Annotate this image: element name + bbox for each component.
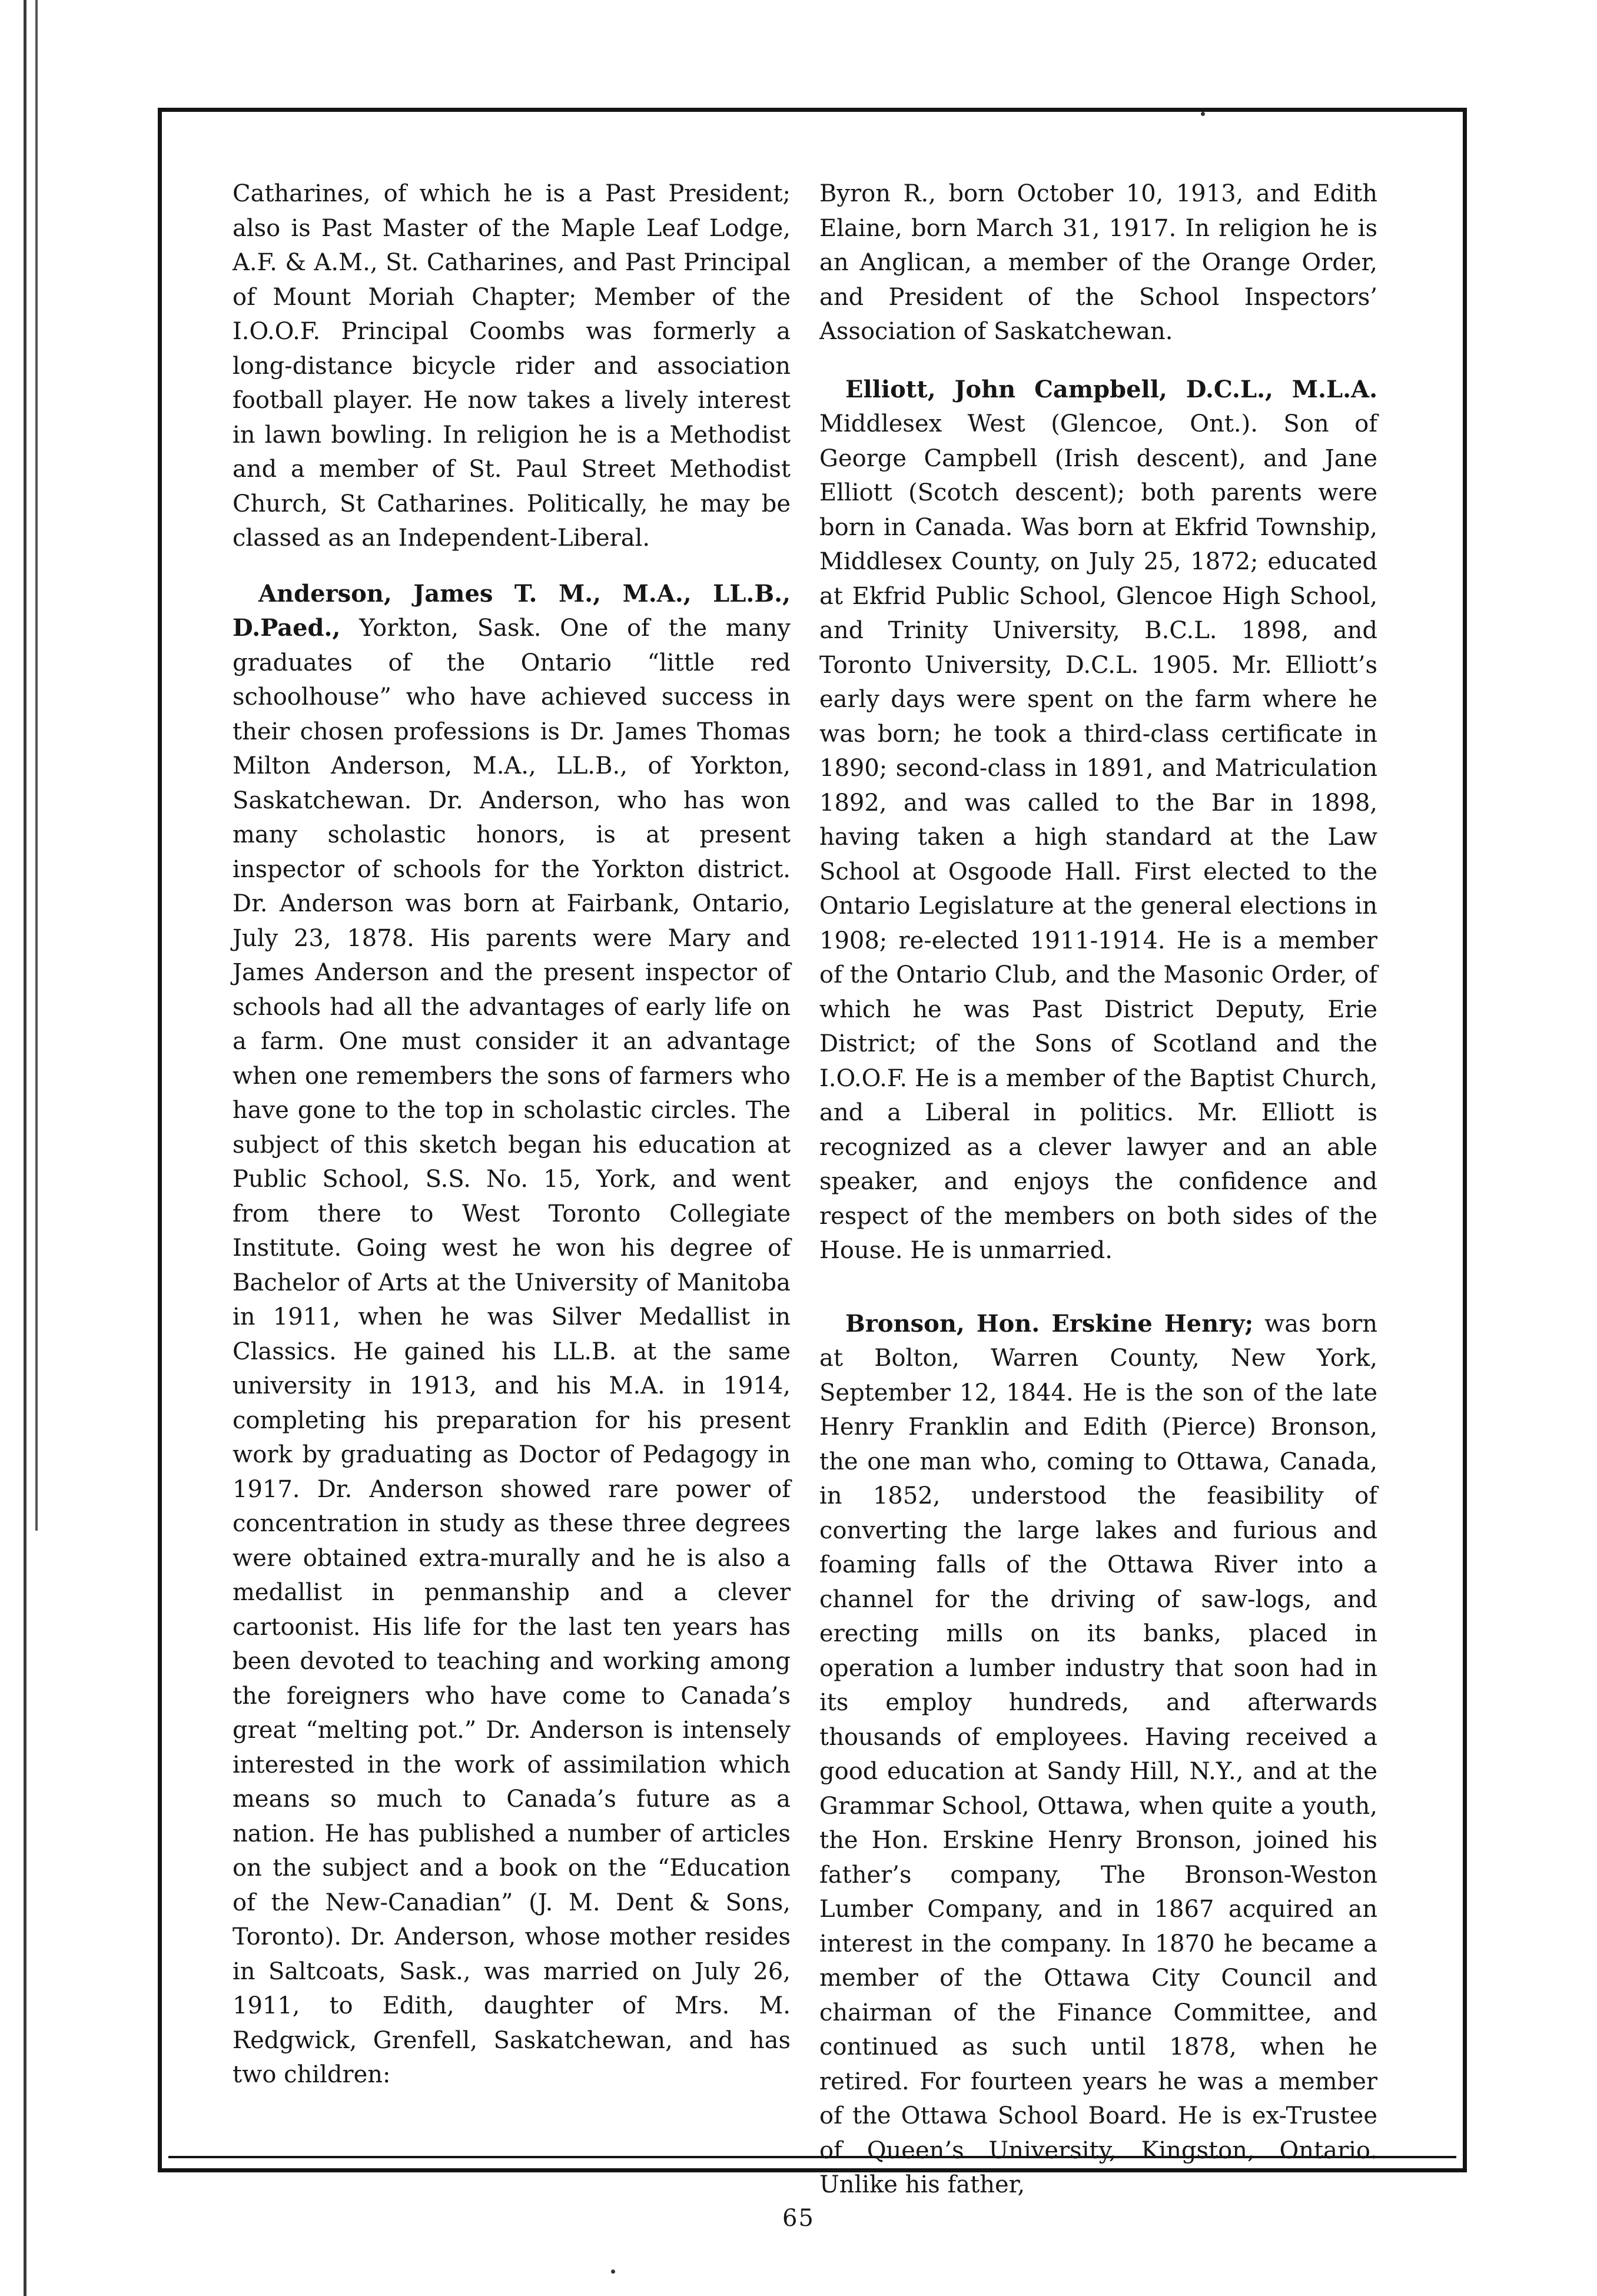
entry-anderson bbox=[233, 577, 791, 2092]
right-column bbox=[819, 177, 1377, 2202]
scan-speck bbox=[611, 2270, 615, 2274]
binding-edge-line bbox=[24, 0, 26, 2296]
entry-text: Yorkton, Sask. One of the many graduates of the Ontario “little red schoolhouse” who have achieved success in their chosen professions is Dr. James Thomas Milton Anderson, M.A., LL.B., of Yorkton, Saskatchewan. Dr. Anderson, who has won many scholastic honors, is at present inspector of schools for the Yorkton district. Dr. Anderson was born at Fairbank, Ontario, July 23, 1878. His parents were Mary and James Anderson and the present inspector of schools had all the advantages of early life on a farm. One must consider it an advantage when one remembers the sons of farmers who have gone to the top in scholastic circles. The subject of this sketch began his education at Public School, S.S. No. 15, York, and went from there to West Toronto Collegiate Institute. Going west he won his degree of Bachelor of Arts at the University of Manitoba in 1911, when he was Silver Medallist in Classics. He gained his LL.B. at the same university in 1913, and his M.A. in 1914, completing his preparation for his present work by graduating as Doctor of Pedagogy in 1917. Dr. Anderson showed rare power of concentration in study as these three degrees were obtained extra-murally and he is also a medallist in penmanship and a clever cartoonist. His life for the last ten years has been devoted to teaching and working among the foreigners who have come to Canada’s great “melting pot.” Dr. Anderson is intensely interested in the work of assimilation which means so much to Canada’s future as a nation. He has published a number of articles on the subject and a book on the “Education of the New-Canadian” (J. M. Dent & Sons, Toronto). Dr. Anderson, whose mother resides in Saltcoats, Sask., was married on July 26, 1911, to Edith, daughter of Mrs. M. Redgwick, Grenfell, Saskatchewan, and has two children: bbox=[233, 615, 791, 2088]
continuation-paragraph: Byron R., born October 10, 1913, and Edith Elaine, born March 31, 1917. In religion he is an Anglican, a member of the Orange Order, and President of the School Inspectors’ Association of Saskatchewan. bbox=[819, 180, 1377, 345]
entry-name: Anderson, James T. M., M.A., LL.B., D.Paed., bbox=[233, 579, 791, 642]
entry-text: was born at Bolton, Warren County, New York, September 12, 1844. He is the son of the late Henry Franklin and Edith (Pierce) Bronson, the one man who, coming to Ottawa, Canada, in 1852, understood the feasibility of converting the large lakes and furious and foaming falls of the Ottawa River into a channel for the driving of saw-logs, and erecting mills on its banks, placed in operation a lumber industry that soon had in its employ hundreds, and afterwards thousands of employees. Having received a good education at Sandy Hill, N.Y., and at the Grammar School, Ottawa, when quite a youth, the Hon. Erskine Henry Bronson, joined his father’s company, The Bronson-Weston Lumber Company, and in 1867 acquired an interest in the company. In 1870 he became a member of the Ottawa City Council and chairman of the Finance Committee, and continued as such until 1878, when he retired. For fourteen years he was a member of the Ottawa School Board. He is ex-Trustee of Queen’s University, Kingston, Ontario. Unlike his father, bbox=[819, 1310, 1377, 2198]
entry-bronson bbox=[819, 1307, 1377, 2202]
entry-name: Bronson, Hon. Erskine Henry; bbox=[845, 1309, 1254, 1338]
entry-elliott bbox=[819, 373, 1377, 1268]
continuation-paragraph: Catharines, of which he is a Past President; also is Past Master of the Maple Leaf Lodge, A.F. & A.M., St. Catharines, and Past Principal of Mount Moriah Chapter; Member of the I.O.O.F. Principal Coombs was formerly a long-distance bicycle rider and association football player. He now takes a lively interest in lawn bowling. In religion he is a Methodist and a member of St. Paul Street Methodist Church, St Catharines. Politically, he may be classed as an Independent-Liberal. bbox=[233, 180, 791, 552]
entry-text: Middlesex West (Glencoe, Ont.). Son of George Campbell (Irish descent), and Jane Elliott (Scotch descent); both parents were born in Canada. Was born at Ekfrid Township, Middlesex County, on July 25, 1872; educated at Ekfrid Public School, Glencoe High School, and Trinity University, B.C.L. 1898, and Toronto University, D.C.L. 1905. Mr. Elliott’s early days were spent on the farm where he was born; he took a third-class certificate in 1890; second-class in 1891, and Matriculation 1892, and was called to the Bar in 1898, having taken a high standard at the Law School at Osgoode Hall. First elected to the Ontario Legislature at the general elections in 1908; re-elected 1911-1914. He is a member of the Ontario Club, and the Masonic Order, of which he was Past District Deputy, Erie District; of the Sons of Scotland and the I.O.O.F. He is a member of the Baptist Church, and a Liberal in politics. Mr. Elliott is recognized as a clever lawyer and an able speaker, and enjoys the confidence and respect of the members on both sides of the House. He is unmarried. bbox=[819, 410, 1377, 1264]
binding-edge-line bbox=[35, 0, 38, 1531]
page-number: 65 bbox=[782, 2205, 815, 2232]
entry-name: Elliott, John Campbell, D.C.L., M.L.A. bbox=[845, 375, 1377, 403]
left-column bbox=[233, 177, 791, 2092]
